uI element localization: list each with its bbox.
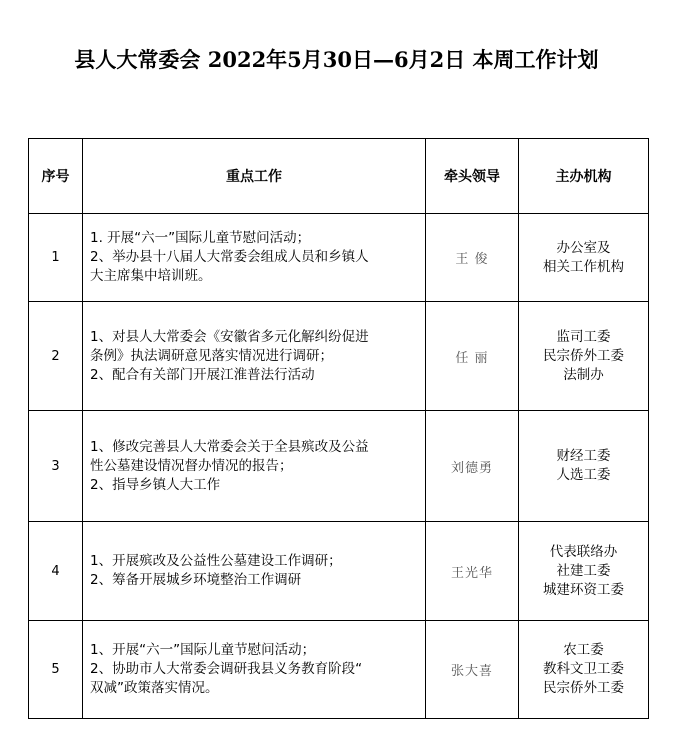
table-row	[29, 411, 649, 522]
row-org	[519, 621, 649, 719]
row-org	[519, 302, 649, 411]
org-line: 城建环资工委	[543, 581, 624, 598]
header-serial: 序号	[29, 139, 83, 214]
table-row	[29, 522, 649, 621]
row-org	[519, 522, 649, 621]
header-lead-leader: 牵头领导	[426, 139, 519, 214]
org-line: 农工委	[563, 642, 604, 658]
org-line: 监司工委	[556, 328, 611, 345]
header-key-work: 重点工作	[83, 139, 426, 214]
row-work	[83, 411, 426, 522]
org-line: 教科文卫工委	[543, 661, 624, 677]
org-line: 民宗侨外工委	[543, 680, 624, 696]
row-work	[83, 302, 426, 411]
row-work	[83, 214, 426, 302]
table-row	[29, 302, 649, 411]
row-leader: 张大喜	[426, 621, 519, 719]
row-leader: 王 俊	[426, 214, 519, 302]
work-plan-table	[28, 138, 649, 719]
table-row	[29, 214, 649, 302]
row-org	[519, 411, 649, 522]
org-line: 代表联络办	[549, 543, 618, 560]
work-line: 2、举办县十八届人大常委会组成人员和乡镇人	[90, 249, 369, 265]
row-number: 3	[29, 411, 83, 522]
work-line: 2、配合有关部门开展江淮普法行活动	[90, 366, 315, 383]
work-line: 性公墓建设情况督办情况的报告；	[90, 457, 293, 474]
org-line: 社建工委	[556, 562, 611, 579]
work-line: 1、开展殡改及公益性公墓建设工作调研；	[90, 553, 342, 569]
row-leader: 任 丽	[426, 302, 519, 411]
work-line: 1、对县人大常委会《安徽省多元化解纠纷促进	[90, 328, 369, 345]
table-row	[29, 621, 649, 719]
row-number: 2	[29, 302, 83, 411]
work-line: 2、筹备开展城乡环境整治工作调研	[90, 572, 302, 588]
row-number: 5	[29, 621, 83, 719]
org-line: 民宗侨外工委	[543, 347, 624, 364]
work-line: 1、修改完善县人大常委会关于全县殡改及公益	[90, 438, 369, 455]
page-title: 县人大常委会 2022年5月30日—6月2日 本周工作计划	[74, 47, 599, 72]
org-line: 财经工委	[556, 448, 611, 464]
org-line: 相关工作机构	[543, 258, 624, 275]
table-header-row	[29, 139, 649, 214]
row-org	[519, 214, 649, 302]
header-host-org: 主办机构	[519, 139, 649, 214]
work-line: 2、协助市人大常委会调研我县义务教育阶段“	[90, 661, 363, 677]
row-work	[83, 522, 426, 621]
row-number: 4	[29, 522, 83, 621]
work-line: 2、指导乡镇人大工作	[90, 476, 221, 493]
row-leader: 王光华	[426, 522, 519, 621]
org-line: 人选工委	[556, 467, 611, 483]
org-line: 法制办	[563, 366, 604, 383]
work-line: 条例》执法调研意见落实情况进行调研；	[90, 347, 333, 364]
org-line: 办公室及	[556, 239, 611, 256]
row-work	[83, 621, 426, 719]
work-line: 大主席集中培训班。	[90, 268, 212, 284]
work-line: 1. 开展“六一”国际儿童节慰问活动；	[90, 230, 311, 246]
row-number: 1	[29, 214, 83, 302]
work-line: 1、开展“六一”国际儿童节慰问活动；	[90, 642, 316, 658]
work-line: 双减”政策落实情况。	[90, 680, 219, 696]
row-leader: 刘德勇	[426, 411, 519, 522]
